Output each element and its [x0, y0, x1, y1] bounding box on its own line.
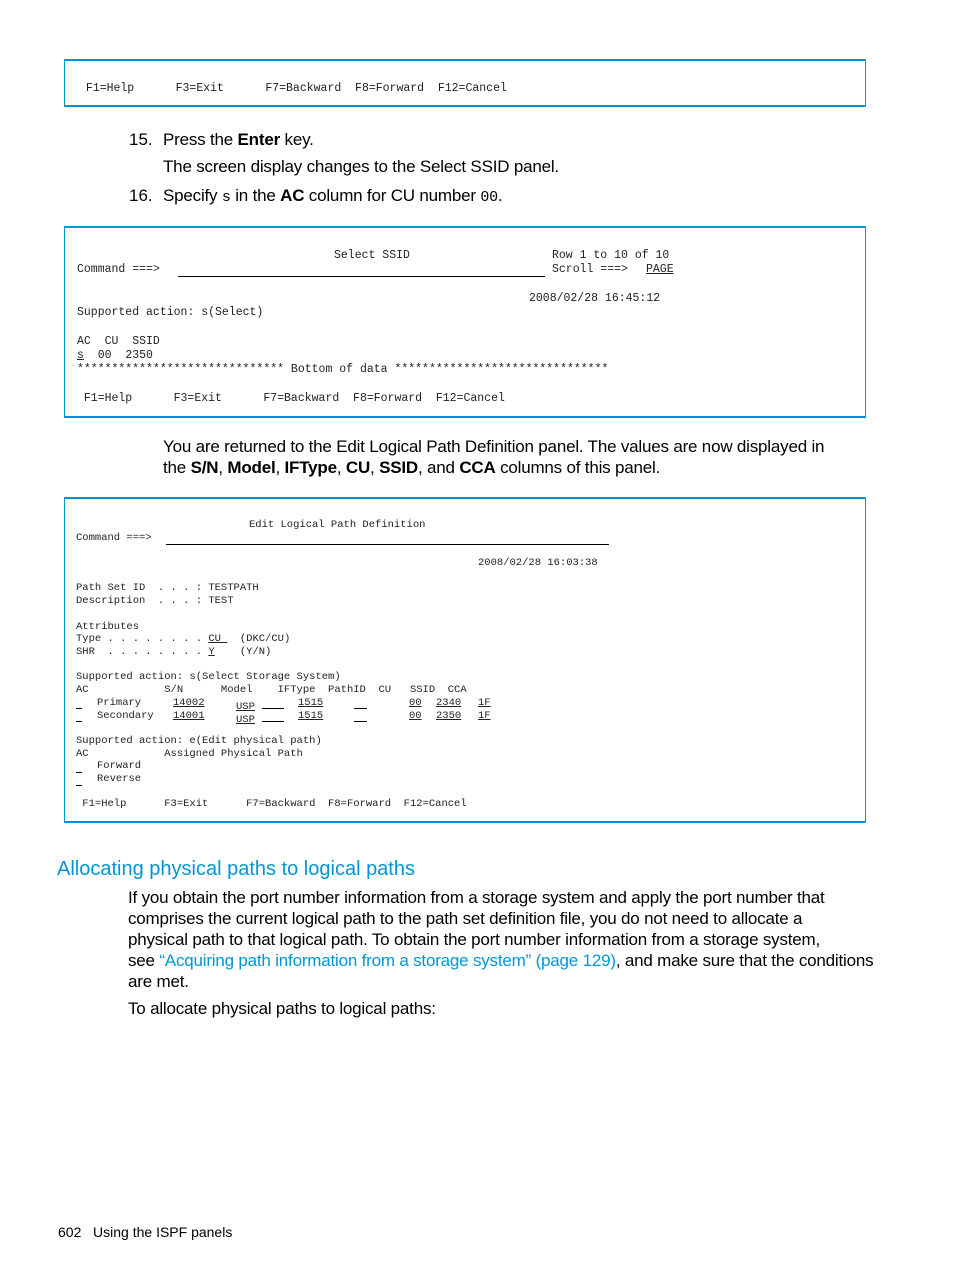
- select-ssid-panel: [64, 226, 866, 418]
- secondary-ac-input[interactable]: [76, 710, 82, 727]
- returned-para-line2: the S/N, Model, IFType, CU, SSID, and CCA columns of this panel.: [163, 458, 661, 477]
- primary-cu[interactable]: 00: [409, 697, 422, 709]
- primary-model[interactable]: USP: [236, 697, 284, 714]
- reverse-label: Reverse: [97, 773, 142, 785]
- page-footer: [58, 1223, 232, 1241]
- primary-ssid[interactable]: 2340: [436, 697, 462, 709]
- command-label: Command ===>: [76, 532, 152, 544]
- secondary-pathid[interactable]: [354, 710, 367, 727]
- attributes-heading: Attributes: [76, 621, 140, 633]
- footer-section-title: Using the ISPF panels: [93, 1224, 233, 1240]
- path-table-header: AC Assigned Physical Path: [76, 748, 303, 760]
- reverse-ac-input[interactable]: [76, 774, 82, 791]
- acquiring-path-info-link[interactable]: “Acquiring path information from a storage system” (page 129): [159, 951, 616, 970]
- row-info: Row 1 to 10 of 10: [552, 249, 670, 262]
- timestamp: 2008/02/28 16:03:38: [478, 557, 598, 569]
- section-para-line3: physical path to that logical path. To obtain the port number information from a storage system,: [128, 930, 821, 949]
- panel-title: Select SSID: [334, 249, 410, 262]
- storage-supported-action: Supported action: s(Select Storage System): [76, 671, 341, 683]
- command-label: Command ===>: [77, 263, 160, 276]
- forward-label: Forward: [97, 760, 142, 772]
- primary-iftype[interactable]: 1515: [298, 697, 324, 709]
- page-number: 602: [58, 1224, 82, 1240]
- function-keys: F1=Help F3=Exit F7=Backward F8=Forward F12=Cancel: [79, 82, 507, 95]
- function-keys: F1=Help F3=Exit F7=Backward F8=Forward F12=Cancel: [76, 798, 467, 810]
- section-para-line4: see “Acquiring path information from a storage system” (page 129), and make sure that the conditions: [128, 951, 874, 970]
- ac-input[interactable]: s: [77, 349, 84, 362]
- enter-key-label: Enter: [237, 130, 281, 149]
- step-15-text: Press the Enter key.: [163, 130, 314, 149]
- step-16-text: Specify s in the AC column for CU number 00.: [163, 186, 503, 206]
- step-16-number: 16.: [129, 186, 153, 205]
- timestamp: 2008/02/28 16:45:12: [529, 292, 661, 305]
- section-para-line1: If you obtain the port number information from a storage system and apply the port number that: [128, 888, 825, 907]
- section-para-2: To allocate physical paths to logical paths:: [128, 999, 436, 1018]
- edit-logical-path-panel: [64, 497, 866, 823]
- section-para-line5: are met.: [128, 972, 189, 991]
- description: Description . . . : TEST: [76, 595, 234, 607]
- storage-table-header: AC S/N Model IFType PathID CU SSID CCA: [76, 684, 467, 696]
- type-input[interactable]: CU: [208, 633, 228, 645]
- secondary-label: Secondary: [97, 710, 154, 722]
- secondary-cca[interactable]: 1F: [478, 710, 491, 722]
- primary-label: Primary: [97, 697, 142, 709]
- command-input[interactable]: [166, 543, 609, 545]
- shr-row: SHR . . . . . . . . Y (Y/N): [76, 646, 272, 658]
- secondary-cu[interactable]: 00: [409, 710, 422, 722]
- secondary-sn[interactable]: 14001: [173, 710, 205, 722]
- column-header: AC CU SSID: [77, 335, 160, 348]
- secondary-ssid[interactable]: 2350: [436, 710, 462, 722]
- section-para-line2: comprises the current logical path to the path set definition file, you do not need to allocate a: [128, 909, 803, 928]
- type-row: Type . . . . . . . . CU (DKC/CU): [76, 633, 291, 645]
- secondary-iftype[interactable]: 1515: [298, 710, 324, 722]
- bottom-of-data: ****************************** Bottom of data *******************************: [77, 363, 609, 376]
- command-input[interactable]: [178, 275, 545, 277]
- path-set-id: Path Set ID . . . : TESTPATH: [76, 582, 259, 594]
- scroll-value-field[interactable]: PAGE: [646, 263, 674, 276]
- shr-input[interactable]: Y: [208, 646, 215, 658]
- primary-sn[interactable]: 14002: [173, 697, 205, 709]
- returned-para-line1: You are returned to the Edit Logical Path Definition panel. The values are now displayed in: [163, 437, 825, 456]
- step-15-result: The screen display changes to the Select SSID panel.: [163, 157, 559, 176]
- step-15-number: 15.: [129, 130, 153, 149]
- primary-cca[interactable]: 1F: [478, 697, 491, 709]
- secondary-model[interactable]: USP: [236, 710, 284, 727]
- section-heading: Allocating physical paths to logical paths: [57, 858, 415, 880]
- function-keys: F1=Help F3=Exit F7=Backward F8=Forward F12=Cancel: [77, 392, 505, 405]
- supported-action: Supported action: s(Select): [77, 306, 264, 319]
- previous-panel-screen: [64, 59, 866, 107]
- path-supported-action: Supported action: e(Edit physical path): [76, 735, 322, 747]
- panel-title: Edit Logical Path Definition: [249, 519, 426, 531]
- table-row[interactable]: s 00 2350: [77, 349, 153, 362]
- scroll-label: Scroll ===>: [552, 263, 628, 276]
